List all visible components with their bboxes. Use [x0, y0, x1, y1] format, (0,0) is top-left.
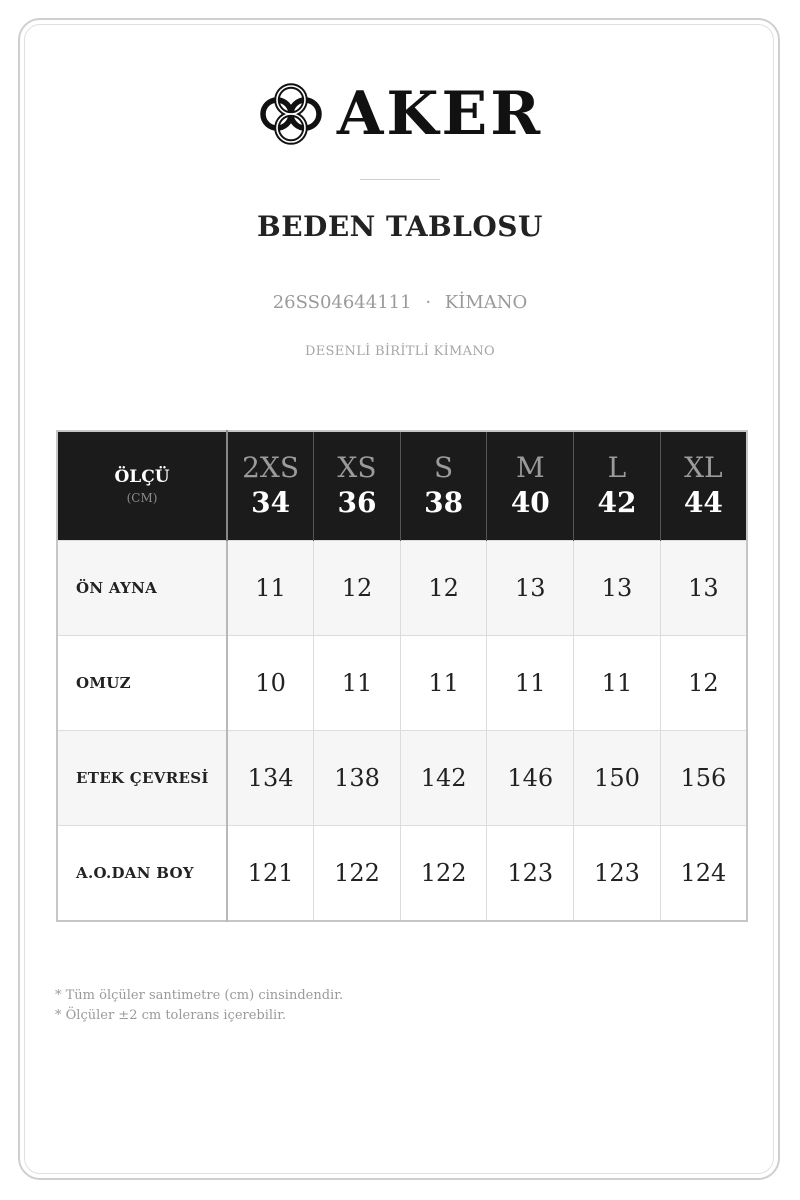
footnote: * Tüm ölçüler santimetre (cm) cinsindendir. — [55, 988, 344, 1003]
table-cell: 150 — [574, 731, 661, 826]
size-number: 44 — [683, 485, 723, 519]
table-row — [57, 826, 747, 922]
size-number: 42 — [597, 485, 637, 519]
product-line — [0, 292, 800, 313]
footnotes — [55, 986, 343, 1026]
table-cell: 12 — [400, 541, 487, 636]
brand-name: AKER — [336, 79, 544, 149]
table-cell: 13 — [487, 541, 574, 636]
table-cell: 12 — [660, 636, 747, 731]
measure-header — [57, 431, 227, 541]
size-header — [227, 431, 314, 541]
size-number: 38 — [424, 485, 464, 519]
size-number: 34 — [251, 485, 291, 519]
product-category: KİMANO — [444, 292, 528, 313]
table-cell: 13 — [574, 541, 661, 636]
table-cell: 123 — [574, 826, 661, 922]
size-header — [314, 431, 401, 541]
title-divider — [360, 179, 440, 180]
table-cell: 124 — [660, 826, 747, 922]
size-letter: L — [607, 450, 627, 484]
table-cell: 156 — [660, 731, 747, 826]
measure-header-unit: (CM) — [126, 491, 158, 505]
measure-header-label: ÖLÇÜ — [114, 467, 170, 487]
size-header — [487, 431, 574, 541]
table-cell: 11 — [400, 636, 487, 731]
table-cell: 138 — [314, 731, 401, 826]
size-letter: XS — [337, 450, 377, 484]
size-number: 40 — [510, 485, 550, 519]
table-cell: 11 — [314, 636, 401, 731]
product-description: DESENLİ BİRİTLİ KİMANO — [305, 344, 495, 359]
knot-emblem-icon — [257, 80, 325, 148]
size-chart-table — [56, 430, 748, 922]
table-row — [57, 731, 747, 826]
size-header — [400, 431, 487, 541]
table-cell: 13 — [660, 541, 747, 636]
size-header — [660, 431, 747, 541]
table-cell: 134 — [227, 731, 314, 826]
product-code: 26SS04644111 — [272, 292, 412, 313]
row-label: ÖN AYNA — [57, 541, 227, 636]
table-cell: 123 — [487, 826, 574, 922]
table-row — [57, 541, 747, 636]
size-number: 36 — [337, 485, 377, 519]
size-header — [574, 431, 661, 541]
row-label: OMUZ — [57, 636, 227, 731]
table-cell: 11 — [227, 541, 314, 636]
table-cell: 10 — [227, 636, 314, 731]
table-cell: 122 — [314, 826, 401, 922]
table-cell: 146 — [487, 731, 574, 826]
brand-logo — [0, 78, 800, 150]
size-letter: XL — [684, 450, 723, 484]
size-letter: 2XS — [242, 450, 300, 484]
table-cell: 121 — [227, 826, 314, 922]
row-label: ETEK ÇEVRESİ — [57, 731, 227, 826]
size-letter: S — [434, 450, 454, 484]
table-row — [57, 636, 747, 731]
product-separator: · — [425, 292, 432, 313]
table-cell: 11 — [574, 636, 661, 731]
table-header-row — [57, 431, 747, 541]
table-cell: 122 — [400, 826, 487, 922]
table-cell: 12 — [314, 541, 401, 636]
footnote: * Ölçüler ±2 cm tolerans içerebilir. — [55, 1008, 287, 1023]
page-title: BEDEN TABLOSU — [257, 210, 543, 243]
row-label: A.O.DAN BOY — [57, 826, 227, 922]
table-cell: 142 — [400, 731, 487, 826]
size-letter: M — [515, 450, 545, 484]
table-cell: 11 — [487, 636, 574, 731]
